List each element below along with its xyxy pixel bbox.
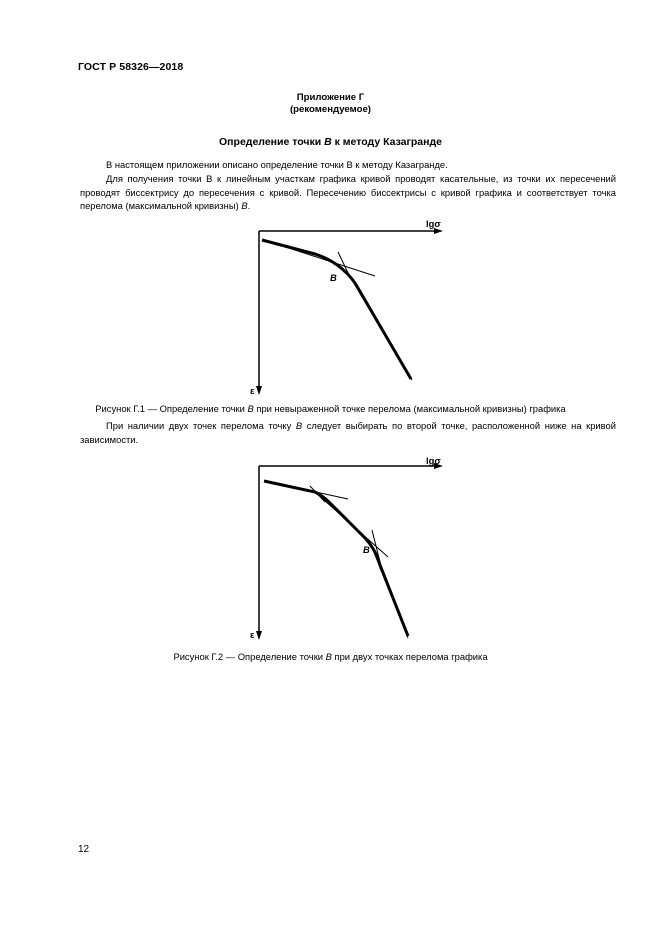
- figure-2-y-label: ε: [250, 629, 255, 640]
- figure-2: [0, 450, 661, 645]
- figure-2-caption: [0, 651, 661, 662]
- figure-2-y-arrow: [256, 631, 262, 640]
- section-title-after: к методу Казагранде: [331, 136, 442, 148]
- appendix-status: (рекомендуемое): [289, 104, 371, 115]
- figure-1-y-arrow: [256, 386, 262, 395]
- section-title-point: В: [324, 136, 332, 148]
- page-number: 12: [78, 844, 90, 855]
- section-title: [0, 136, 661, 148]
- figure-2-curve: [264, 481, 408, 636]
- paragraph-two-points-after: следует выбирать по второй точке, расположенной ниже на кривой зависимости.: [80, 420, 616, 445]
- figure-1-curve: [262, 240, 411, 379]
- figure-2-caption-point: В: [325, 651, 332, 662]
- paragraph-two-points-before: При наличии двух точек перелома точку: [106, 420, 296, 431]
- paragraph-two-points-point: В: [295, 420, 303, 431]
- figure-1-point-label: B: [330, 272, 337, 283]
- figure-2-diagram: [0, 450, 661, 645]
- figure-1-caption-after: при невыраженной точке перелома (максимальной кривизны) графика: [253, 403, 566, 414]
- figure-2-caption-before: Рисунок Г.2 — Определение точки: [173, 651, 326, 662]
- figure-1-caption-point: В: [247, 403, 254, 414]
- figure-2-x-label: lgσ: [426, 455, 441, 466]
- figure-2-caption-after: при двух точках перелома графика: [331, 651, 488, 662]
- paragraph-method: [80, 172, 616, 213]
- figure-1-x-label: lgσ: [426, 218, 441, 229]
- paragraph-method-end: .: [247, 200, 251, 211]
- figure-1-caption-before: Рисунок Г.1 — Определение точки: [95, 403, 248, 414]
- paragraph-method-main: Для получения точки В к линейным участкам графика кривой проводят касательные, из точки их пересечений проводят биссектрису до пересечения с кривой. Пересечению биссектрисы с кривой графика и соответствует точка перелома (максимальной кривизны): [80, 173, 616, 211]
- figure-1-y-label: ε: [250, 385, 255, 396]
- paragraph-method-point: В: [241, 200, 248, 211]
- figure-1-caption: [0, 403, 661, 414]
- paragraph-two-points: [80, 419, 616, 446]
- paragraph-intro: В настоящем приложении описано определение точки B к методу Казагранде.: [106, 159, 448, 170]
- appendix-title: Приложение Г: [296, 92, 365, 103]
- figure-2-point-label: B: [363, 544, 370, 555]
- standard-code: ГОСТ Р 58326—2018: [78, 61, 184, 73]
- figure-1-diagram: [0, 215, 661, 400]
- figure-1: [0, 215, 661, 400]
- section-title-before: Определение точки: [219, 136, 325, 148]
